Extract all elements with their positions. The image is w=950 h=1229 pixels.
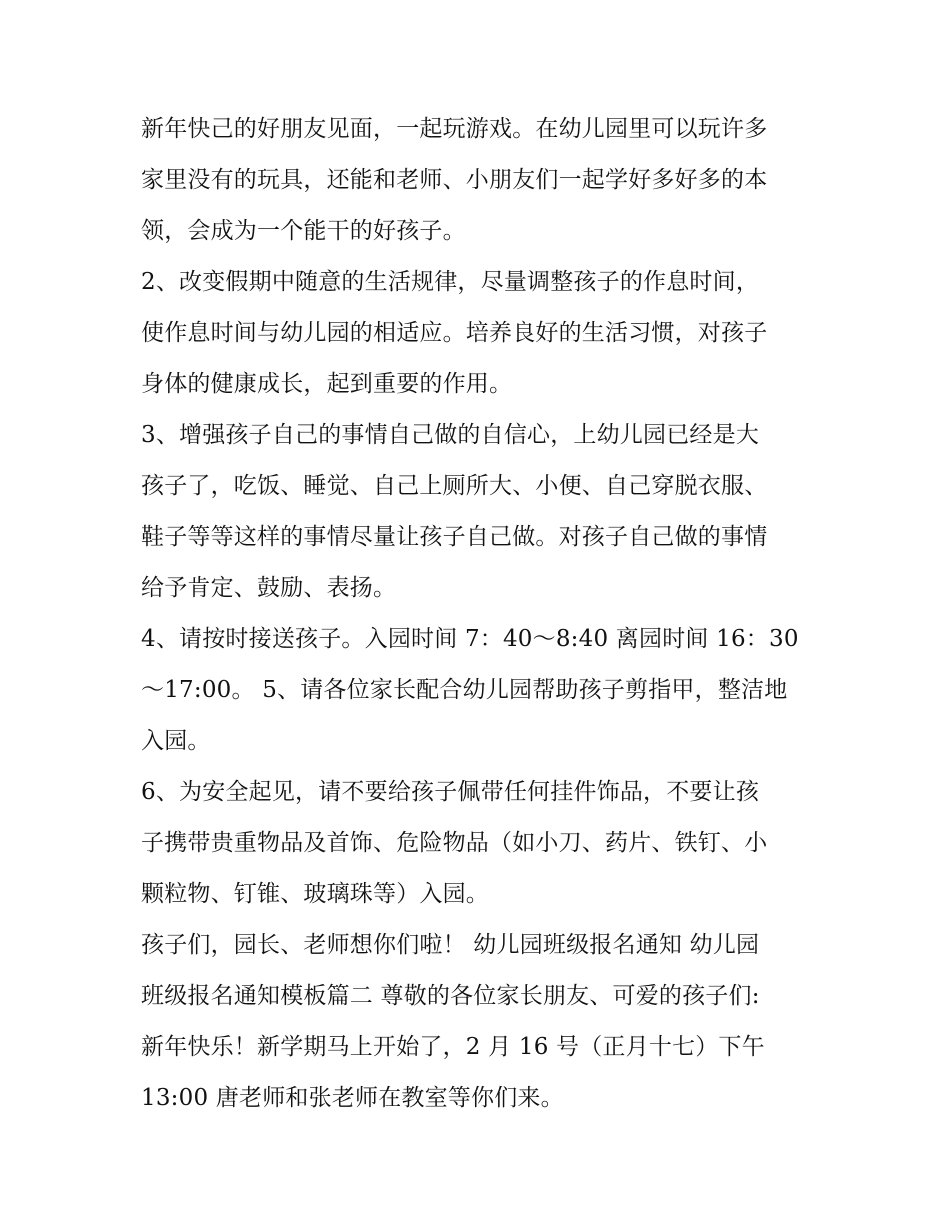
text-line: 身体的健康成长，起到重要的作用。 bbox=[141, 371, 513, 397]
text-line: 4、请按时接送孩子。入园时间 7：40～8:40 离园时间 16：30 bbox=[141, 626, 799, 652]
text-line: 入园。 bbox=[141, 728, 211, 754]
text-line: 颗粒物、钉锥、玻璃珠等）入园。 bbox=[141, 881, 489, 907]
text-line: 领，会成为一个能干的好孩子。 bbox=[141, 218, 466, 244]
text-line: 新年快乐！新学期马上开始了，2 月 16 号（正月十七）下午 bbox=[141, 1034, 765, 1060]
text-line: 新年快己的好朋友见面，一起玩游戏。在幼儿园里可以玩许多 bbox=[141, 116, 768, 142]
text-line: ～17:00。 5、请各位家长配合幼儿园帮助孩子剪指甲，整洁地 bbox=[141, 677, 788, 703]
text-line: 鞋子等等这样的事情尽量让孩子自己做。对孩子自己做的事情 bbox=[141, 524, 768, 550]
text-line: 2、改变假期中随意的生活规律，尽量调整孩子的作息时间， bbox=[141, 269, 760, 295]
text-line: 使作息时间与幼儿园的相适应。培养良好的生活习惯，对孩子 bbox=[141, 320, 768, 346]
text-line: 家里没有的玩具，还能和老师、小朋友们一起学好多好多的本 bbox=[141, 167, 768, 193]
text-line: 子携带贵重物品及首饰、危险物品（如小刀、药片、铁钉、小 bbox=[141, 830, 768, 856]
text-line: 6、为安全起见，请不要给孩子佩带任何挂件饰品，不要让孩 bbox=[141, 779, 760, 805]
document-body bbox=[141, 104, 821, 1124]
text-line: 3、增强孩子自己的事情自己做的自信心，上幼儿园已经是大 bbox=[141, 422, 760, 448]
text-line: 13:00 唐老师和张老师在教室等你们来。 bbox=[141, 1085, 564, 1111]
text-line: 孩子们，园长、老师想你们啦！ 幼儿园班级报名通知 幼儿园 bbox=[141, 932, 760, 958]
text-line: 孩子了，吃饭、睡觉、自己上厕所大、小便、自己穿脱衣服、 bbox=[141, 473, 768, 499]
text-line: 给予肯定、鼓励、表扬。 bbox=[141, 575, 397, 601]
text-line: 班级报名通知模板篇二 尊敬的各位家长朋友、可爱的孩子们: bbox=[141, 983, 760, 1009]
